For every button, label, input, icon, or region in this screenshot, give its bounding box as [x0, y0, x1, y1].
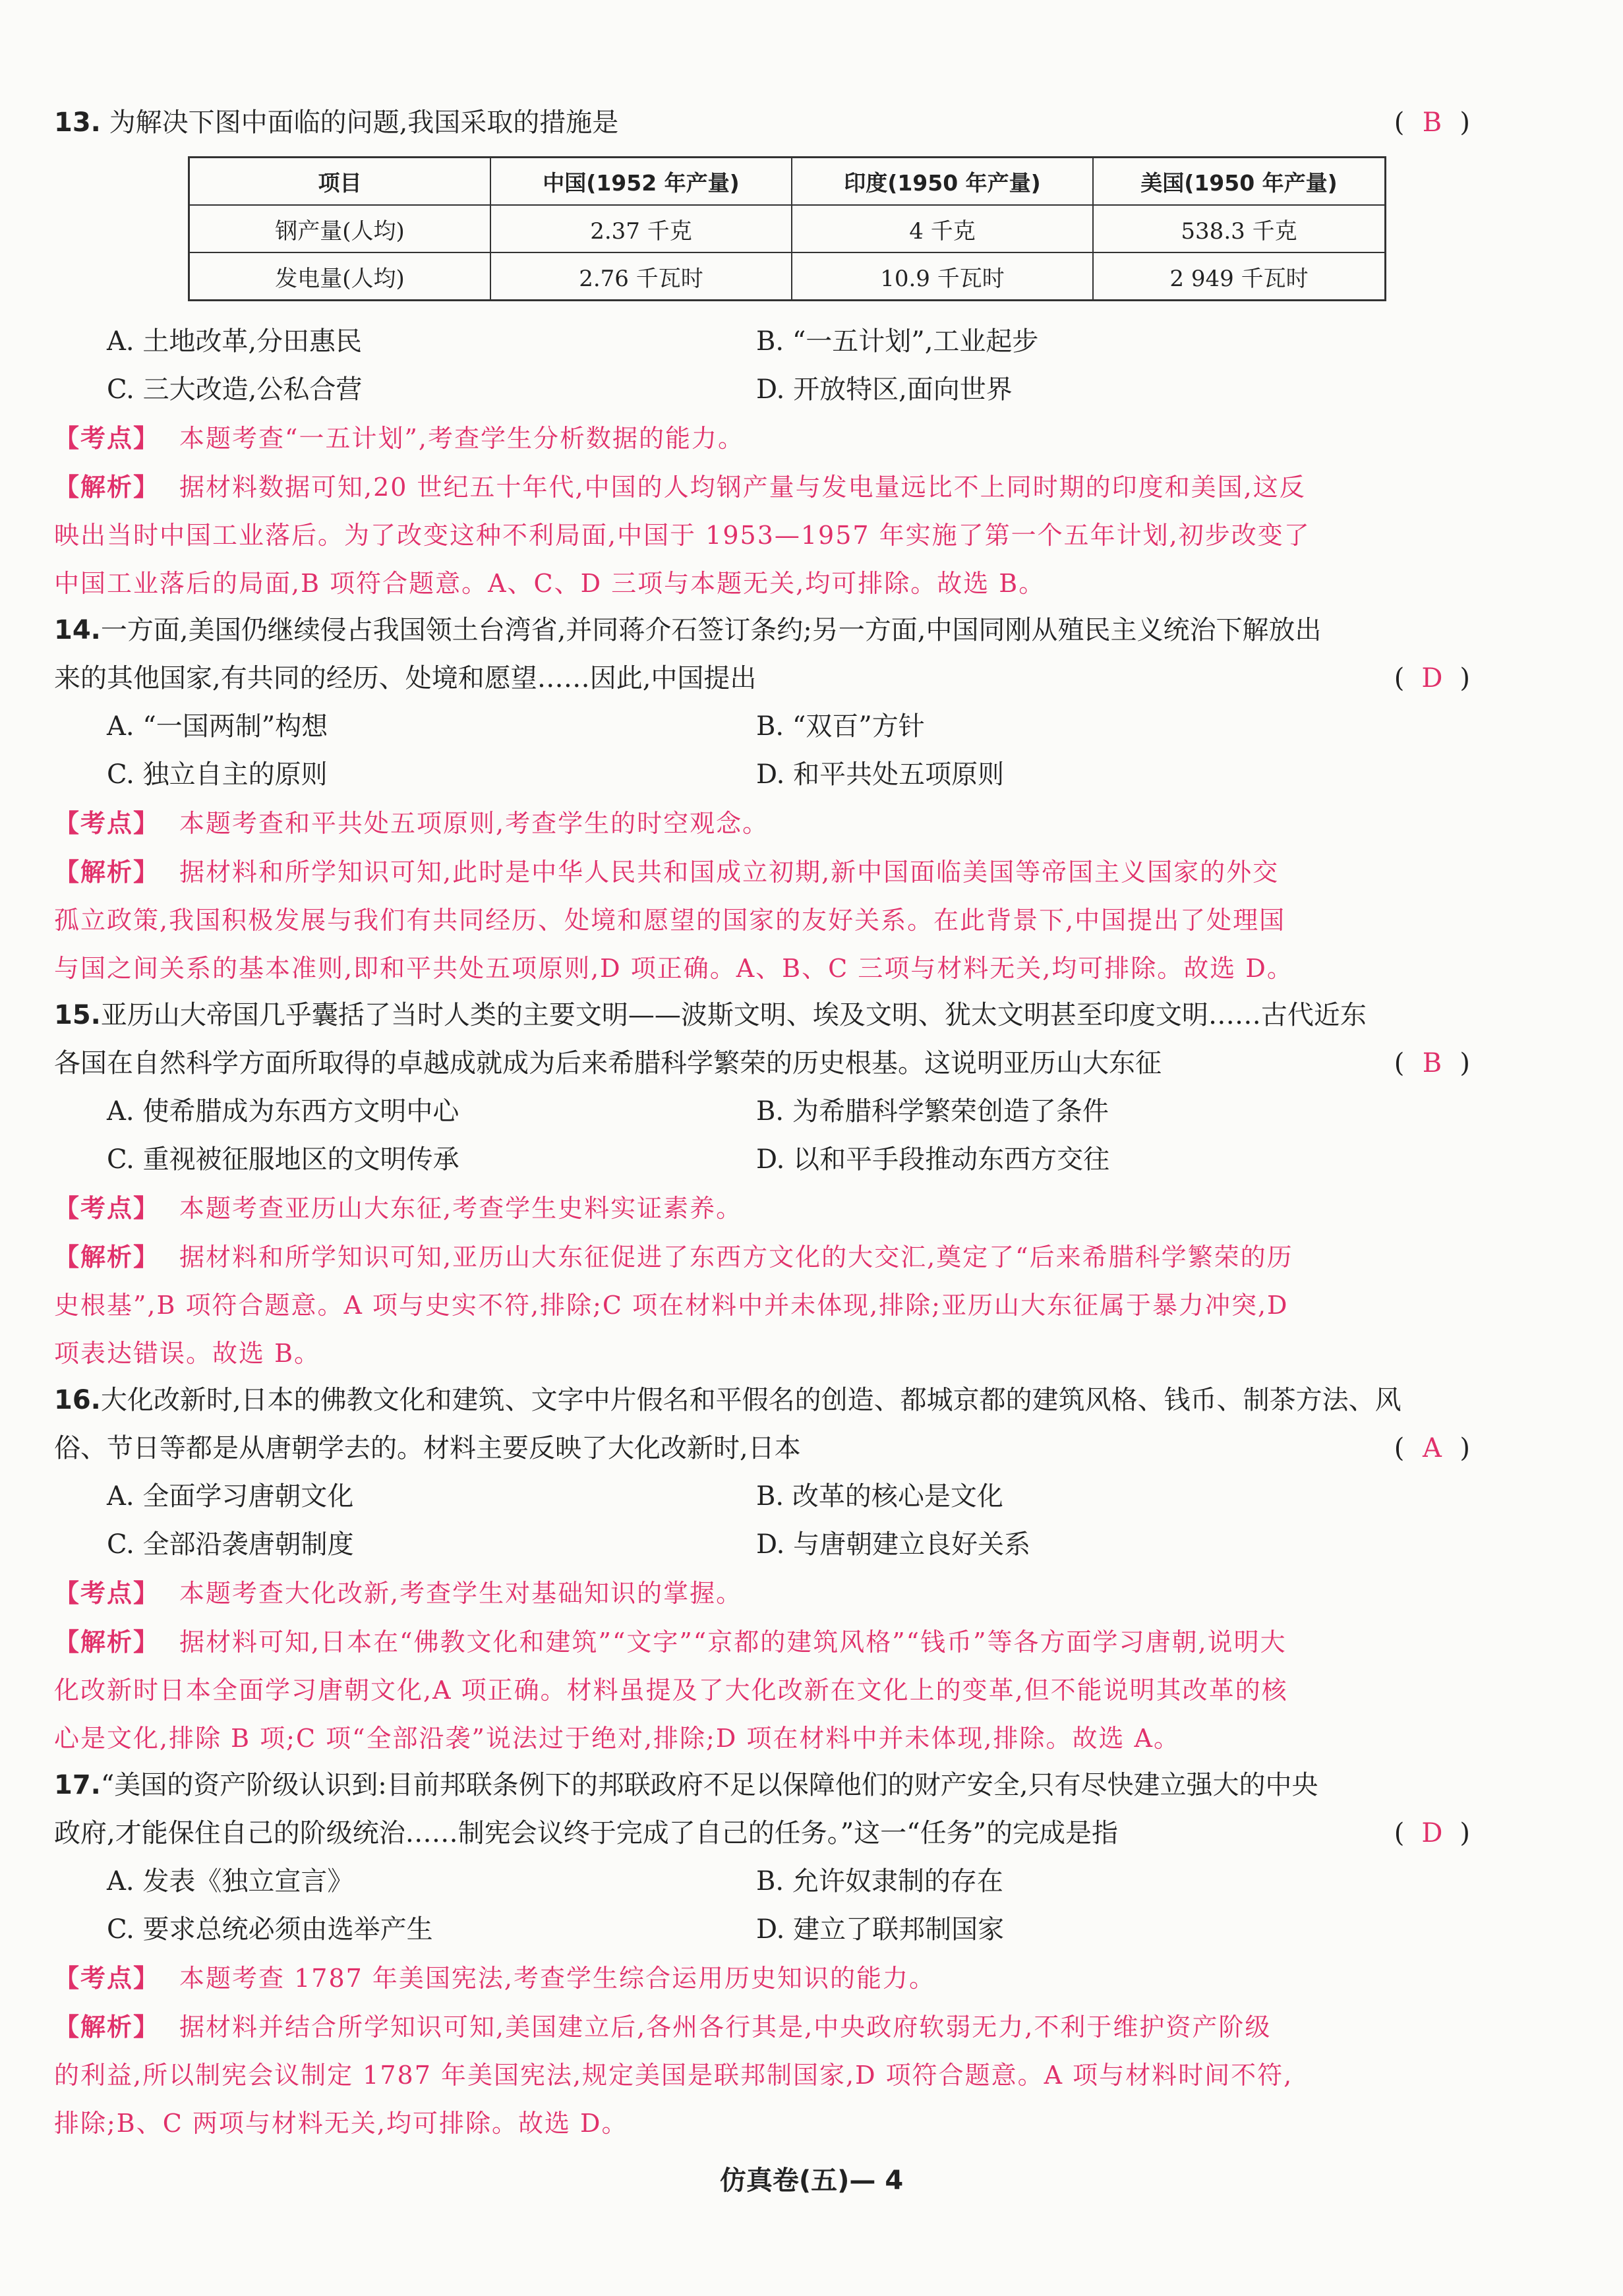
option-d: D. 以和平手段推动东西方交往 [756, 1144, 1110, 1175]
kaodian-tag: 【考点】 [54, 1578, 160, 1608]
jiexi-note [54, 848, 1478, 897]
question-number: 13. [54, 107, 101, 138]
question-stem: 俗、节日等都是从唐朝学去的。材料主要反映了大化改新时,日本 [54, 1433, 801, 1463]
options-row [54, 1858, 1478, 1906]
production-table [188, 156, 1386, 301]
question-stem-line [54, 1040, 1478, 1088]
table-cell: 发电量(人均) [189, 252, 491, 301]
jiexi-line: 与国之间关系的基本准则,即和平共处五项原则,D 项正确。A、B、C 三项与材料无关,均可排除。故选 D。 [54, 954, 1293, 983]
kaodian-text: 本题考查和平共处五项原则,考查学生的时空观念。 [179, 809, 769, 838]
question-stem: “美国的资产阶级认识到:目前邦联条例下的邦联政府不足以保障他们的财产安全,只有尽快建立强大的中央 [100, 1770, 1318, 1800]
options-row [54, 366, 1478, 414]
option-d: D. 和平共处五项原则 [756, 759, 1005, 790]
jiexi-line: 项表达错误。故选 B。 [54, 1339, 321, 1368]
question-stem: 各国在自然科学方面所取得的卓越成就成为后来希腊科学繁荣的历史根基。这说明亚历山大东征 [54, 1048, 1162, 1078]
table-row [189, 252, 1386, 301]
question-15 [54, 991, 1478, 1378]
option-a: A. 使希腊成为东西方文明中心 [107, 1096, 459, 1127]
option-a: A. 全面学习唐朝文化 [107, 1481, 354, 1512]
option-c: C. 三大改造,公私合营 [107, 374, 363, 405]
question-stem-line [54, 1376, 1478, 1425]
jiexi-tag: 【解析】 [54, 472, 160, 502]
jiexi-line: 据材料可知,日本在“佛教文化和建筑”“文字”“京都的建筑风格”“钱币”等各方面学习唐朝,说明大 [179, 1628, 1287, 1657]
table-cell: 钢产量(人均) [189, 205, 491, 252]
kaodian-text: 本题考查大化改新,考查学生对基础知识的掌握。 [179, 1579, 743, 1608]
answer-letter: A [1422, 1433, 1442, 1463]
options-row [54, 1906, 1478, 1954]
paren-close: ) [1460, 1818, 1470, 1848]
kaodian-text: 本题考查“一五计划”,考查学生分析数据的能力。 [179, 424, 744, 453]
question-stem-line [54, 655, 1478, 703]
answer-letter: D [1421, 1818, 1443, 1848]
question-stem: 为解决下图中面临的问题,我国采取的措施是 [109, 107, 619, 138]
jiexi-tag: 【解析】 [54, 1242, 160, 1272]
option-a: A. “一国两制”构想 [107, 711, 328, 742]
question-stem: 来的其他国家,有共同的经历、处境和愿望……因此,中国提出 [54, 663, 757, 693]
option-b: B. “一五计划”,工业起步 [756, 326, 1039, 357]
table-header-cell: 印度(1950 年产量) [792, 158, 1093, 206]
jiexi-line: 据材料数据可知,20 世纪五十年代,中国的人均钢产量与发电量远比不上同时期的印度和美国,这反 [179, 473, 1306, 502]
jiexi-note [54, 463, 1478, 512]
kaodian-note [54, 414, 1478, 463]
question-stem: 亚历山大帝国几乎囊括了当时人类的主要文明——波斯文明、埃及文明、犹太文明甚至印度文明……古代近东 [100, 1000, 1367, 1030]
question-13-stem-line [54, 99, 1478, 147]
answer-letter: D [1421, 663, 1443, 693]
table-cell: 2 949 千瓦时 [1093, 252, 1386, 301]
option-c: C. 独立自主的原则 [107, 759, 328, 790]
option-b: B. 允许奴隶制的存在 [756, 1866, 1003, 1897]
paren-open: ( [1394, 1818, 1405, 1848]
option-a: A. 土地改革,分田惠民 [107, 326, 363, 357]
answer-bracket [1394, 1810, 1470, 1858]
kaodian-text: 本题考查 1787 年美国宪法,考查学生综合运用历史知识的能力。 [179, 1964, 935, 1993]
table-row [189, 205, 1386, 252]
option-a: A. 发表《独立宣言》 [107, 1866, 354, 1897]
kaodian-note [54, 1184, 1478, 1233]
kaodian-note [54, 799, 1478, 848]
question-stem: 大化改新时,日本的佛教文化和建筑、文字中片假名和平假名的创造、都城京都的建筑风格、钱币、制茶方法、风 [100, 1385, 1402, 1415]
option-b: B. 为希腊科学繁荣创造了条件 [756, 1096, 1109, 1127]
question-number: 15. [54, 1000, 101, 1030]
options-row [54, 751, 1478, 799]
jiexi-line: 中国工业落后的局面,B 项符合题意。A、C、D 三项与本题无关,均可排除。故选 B。 [54, 569, 1046, 598]
question-stem-line [54, 606, 1478, 655]
jiexi-line: 化改新时日本全面学习唐朝文化,A 项正确。材料虽提及了大化改新在文化上的变革,但不能说明其改革的核 [54, 1676, 1288, 1705]
paren-close: ) [1460, 1433, 1470, 1463]
option-b: B. 改革的核心是文化 [756, 1481, 1003, 1512]
paren-close: ) [1460, 107, 1470, 138]
paren-open: ( [1394, 663, 1405, 693]
option-c: C. 全部沿袭唐朝制度 [107, 1529, 354, 1560]
option-c: C. 要求总统必须由选举产生 [107, 1914, 433, 1945]
option-d: D. 开放特区,面向世界 [756, 374, 1013, 405]
table-header-cell: 项目 [189, 158, 491, 206]
answer-letter: B [1422, 1048, 1442, 1078]
jiexi-line: 据材料并结合所学知识可知,美国建立后,各州各行其是,中央政府软弱无力,不利于维护资产阶级 [179, 2013, 1272, 2042]
question-stem: 一方面,美国仍继续侵占我国领土台湾省,并同蒋介石签订条约;另一方面,中国同刚从殖民主义统治下解放出 [100, 615, 1322, 645]
options-row [54, 1473, 1478, 1521]
kaodian-tag: 【考点】 [54, 1963, 160, 1993]
jiexi-line: 史根基”,B 项符合题意。A 项与史实不符,排除;C 项在材料中并未体现,排除;亚历山大东征属于暴力冲突,D [54, 1291, 1289, 1320]
answer-bracket [1394, 99, 1470, 147]
table-header-cell: 美国(1950 年产量) [1093, 158, 1386, 206]
table-cell: 2.37 千克 [490, 205, 792, 252]
options-row [54, 318, 1478, 366]
question-stem-line [54, 1761, 1478, 1810]
jiexi-tag: 【解析】 [54, 1627, 160, 1657]
jiexi-line: 映出当时中国工业落后。为了改变这种不利局面,中国于 1953—1957 年实施了第一个五年计划,初步改变了 [54, 521, 1311, 550]
table-cell: 2.76 千瓦时 [490, 252, 792, 301]
question-stem-line [54, 1810, 1478, 1858]
table-header-cell: 中国(1952 年产量) [490, 158, 792, 206]
table-cell: 538.3 千克 [1093, 205, 1386, 252]
jiexi-line: 排除;B、C 两项与材料无关,均可排除。故选 D。 [54, 2109, 628, 2138]
question-number: 14. [54, 615, 101, 645]
jiexi-line: 心是文化,排除 B 项;C 项“全部沿袭”说法过于绝对,排除;D 项在材料中并未体现,排除。故选 A。 [54, 1724, 1181, 1753]
jiexi-note [54, 1233, 1478, 1281]
jiexi-line: 孤立政策,我国积极发展与我们有共同经历、处境和愿望的国家的友好关系。在此背景下,中国提出了处理国 [54, 906, 1286, 935]
options-row [54, 703, 1478, 751]
options-row [54, 1088, 1478, 1136]
option-d: D. 与唐朝建立良好关系 [756, 1529, 1031, 1560]
option-c: C. 重视被征服地区的文明传承 [107, 1144, 459, 1175]
paren-open: ( [1394, 1048, 1405, 1078]
kaodian-tag: 【考点】 [54, 1193, 160, 1223]
answer-bracket [1394, 1040, 1470, 1088]
paren-open: ( [1394, 1433, 1405, 1463]
paren-close: ) [1460, 663, 1470, 693]
question-stem-line [54, 991, 1478, 1040]
question-stem: 政府,才能保住自己的阶级统治……制宪会议终于完成了自己的任务。”这一“任务”的完成是指 [54, 1818, 1119, 1848]
paren-close: ) [1460, 1048, 1470, 1078]
page-footer: 仿真卷(五)— 4 [719, 2165, 904, 2196]
options-row [54, 1136, 1478, 1184]
answer-bracket [1394, 655, 1470, 703]
table-cell: 10.9 千瓦时 [792, 252, 1093, 301]
table-header-row [189, 158, 1386, 206]
question-number: 17. [54, 1770, 101, 1800]
jiexi-tag: 【解析】 [54, 857, 160, 887]
jiexi-tag: 【解析】 [54, 2012, 160, 2042]
jiexi-line: 据材料和所学知识可知,亚历山大东征促进了东西方文化的大交汇,奠定了“后来希腊科学繁荣的历 [179, 1243, 1293, 1272]
kaodian-text: 本题考查亚历山大东征,考查学生史料实证素养。 [179, 1194, 743, 1223]
question-number: 16. [54, 1385, 101, 1415]
jiexi-note [54, 1618, 1478, 1666]
jiexi-line: 据材料和所学知识可知,此时是中华人民共和国成立初期,新中国面临美国等帝国主义国家的外交 [179, 858, 1280, 887]
kaodian-note [54, 1954, 1478, 2003]
answer-bracket [1394, 1425, 1470, 1473]
question-17 [54, 1761, 1478, 2148]
question-stem-line [54, 1425, 1478, 1473]
kaodian-tag: 【考点】 [54, 808, 160, 838]
table-cell: 4 千克 [792, 205, 1093, 252]
options-row [54, 1521, 1478, 1569]
answer-letter: B [1422, 107, 1442, 138]
option-b: B. “双百”方针 [756, 711, 925, 742]
paren-open: ( [1394, 107, 1405, 138]
question-16 [54, 1376, 1478, 1763]
kaodian-tag: 【考点】 [54, 423, 160, 453]
question-13 [54, 99, 1478, 147]
option-d: D. 建立了联邦制国家 [756, 1914, 1005, 1945]
question-13-body [54, 318, 1478, 608]
jiexi-note [54, 2003, 1478, 2051]
question-14 [54, 606, 1478, 993]
kaodian-note [54, 1569, 1478, 1618]
jiexi-line: 的利益,所以制宪会议制定 1787 年美国宪法,规定美国是联邦制国家,D 项符合题意。A 项与材料时间不符, [54, 2061, 1293, 2090]
